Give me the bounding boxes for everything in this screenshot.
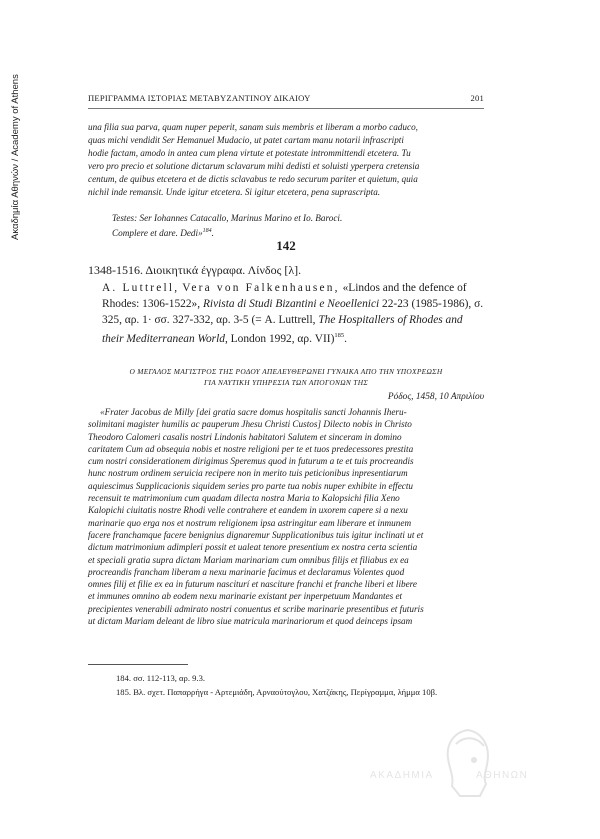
book-title: The Hospitallers of Rhodes and their Mediterranean World <box>102 314 463 345</box>
academy-watermark <box>370 726 530 806</box>
document-number: 142 <box>276 238 296 253</box>
title-line: Ο ΜΕΓΑΛΟΣ ΜΑΓΙΣΤΡΟΣ ΤΗΣ ΡΟΔΟΥ ΑΠΕΛΕΥΘΕΡΩΝΕΙ ΓΥΝΑΙΚΑ ΑΠΟ ΤΗΝ ΥΠΟΧΡΕΩΣΗ <box>129 367 443 376</box>
footnote-184: 184. σσ. 112-113, αρ. 9.3. <box>116 673 206 683</box>
complere-line: Complere et dare. Dedi»$^{184}$. <box>112 228 214 239</box>
text-line: omnes filij et filie ex ea in futurum nasciturí et nasciture franchi et franche liberi et libere <box>88 579 417 590</box>
latin-text-continuation <box>88 121 484 200</box>
text-line: «Frater Jacobus de Milly [dei gratia sacre domus hospitalis sancti Johannis Iheru- <box>100 407 407 417</box>
footnote-ref: 184 <box>202 228 212 234</box>
text-line: una filia sua parva, quam nuper peperit, sanam suis membris et liberam a morbo caduco, <box>88 122 418 132</box>
footnotes <box>88 671 512 699</box>
text-line: marinarie quo erga nos et nostrum religionem ipsa astringitur eam liberare et inmunem <box>88 517 412 528</box>
watermark-text-left: ΑΚΑΔΗΜΙΑ <box>370 770 434 781</box>
running-header <box>88 93 484 103</box>
text-line: hunc nostrum ordinem seruicia recipere non in merito tuis peticionibus inpresentiarum <box>88 468 408 479</box>
athena-head-icon <box>436 726 500 802</box>
header-rule <box>88 108 484 109</box>
document-title <box>88 366 484 388</box>
witnesses-line: Testes: Ser Iohannes Catacallo, Marinus Marino et Io. Baroci. <box>112 213 343 223</box>
journal-details: 22-23 (1985-1986), σ. 325, αρ. 1· σσ. 327-332, αρ. 3-5 (= A. Luttrell, <box>102 298 484 326</box>
text-line: et immunes omnino ab eodem nexu marinarie existant per inperpetuum Mandantes et <box>88 591 403 602</box>
text-line: Theodoro Calomeri casalis nostri Lindonis habitatori Salutem et sinceram in domino <box>88 431 402 442</box>
author-falkenhausen: Vera von Falkenhausen, <box>182 282 340 294</box>
footnote-rule <box>88 664 188 665</box>
footnote-ref: 185 <box>334 332 345 339</box>
running-title: ΠΕΡΙΓΡΑΜΜΑ ΙΣΤΟΡΙΑΣ ΜΕΤΑΒΥΖΑΝΤΙΝΟΥ ΔΙΚΑΙΟΥ <box>88 93 311 103</box>
text-line: cum nostri considerationem dirigimus Speremus quod in futurum a te et tuis procreandis <box>88 456 414 467</box>
date-place: Ρόδος, 1458, 10 Απριλίου <box>387 392 484 402</box>
book-details: , London 1992, αρ. VII) <box>224 332 335 345</box>
text-line: solimitani magister humilis ac pauperum Jhesu Christi Custos] Dilecto nobis in Christo <box>88 419 412 430</box>
title-line: ΓΙΑ ΝΑΥΤΙΚΗ ΥΠΗΡΕΣΙΑ ΤΩΝ ΑΠΟΓΟΝΩΝ ΤΗΣ <box>203 378 369 387</box>
archive-side-label: Ακαδημία Αθηνών / Academy of Athens <box>10 74 21 240</box>
text-line: quas michi vendidit Ser Hemanuel Mudacio, ut patet cartam manu notarii infrascripti <box>88 135 404 146</box>
journal-title: Rivista di Studi Bizantini e Neoellenici <box>202 298 380 310</box>
text-line: centum, de quibus etcetera et de dictis sclavabus te redo securum pariter et quietum, quia <box>88 174 418 185</box>
text-line: et speciali gratia supra dictam Mariam marinariam cum omnibus filijs et filiabus ex ea <box>88 554 409 565</box>
bibliography-entry: A. Luttrell, Vera von Falkenhausen, «Lindos and the defence of Rhodes: 1306-1522», Rivista di Studi Bizantini e Neoellenici 22-23 (1985-1986), σ. 325, αρ. 1· σσ. 327-332, αρ. 3-5 (= A. Luttrell, The Hospitallers of Rhodes and their Mediterranean World, London 1992, αρ. VII)$^{185}$. <box>102 282 484 345</box>
text-line: caritatem Cum ad obsequia nobis et nostre religioni per te et tuos predecessores prestita <box>88 443 414 454</box>
text-line: vero pro precio et solutione dictarum sclavarum mihi dedisti et soluisti yperpera cretensia <box>88 161 420 172</box>
watermark-text-right: ΑΘΗΝΩΝ <box>476 770 529 781</box>
text-line: dictum matrimonium adimpleri possit et ualeat tenore presentium ex nostra certa scientia <box>88 542 418 553</box>
text-line: aquiescimus Supplicacionis siquidem series pro parte tua nobis nuper exhibite in effectu <box>88 480 414 491</box>
author-luttrell: A. Luttrell, <box>102 282 180 294</box>
text-line: nichil inde remansit. Unde igitur etcetera. Si igitur etcetera, pena suprascripta. <box>88 187 381 198</box>
text-line: facere franchamque facere benignius dignaremur Supplicationibus tuis igitur inclinati ut et <box>88 529 424 540</box>
latin-charter-text <box>88 406 484 627</box>
page-number: 201 <box>470 93 484 103</box>
text-line: procreandis francham liberam a nexu marinarie facimus et declaramus Volentes quod <box>88 566 405 577</box>
witnesses-block <box>88 212 508 240</box>
text-line: ut dictam Mariam deleant de libro siue matricula marinariorum et quod deinceps ipsam <box>88 616 413 627</box>
text-line: precipientes venerabili admirato nostri conuentus et scribe marinarie presentibus et futuris <box>88 603 424 614</box>
footnote-185: 185. Βλ. σχετ. Παπαρρήγα - Αρτεμιάδη, Αρναούτογλου, Χατζάκης, Περίγραμμα, λήμμα 10β. <box>116 687 438 697</box>
regest-line: 1348-1516. Διοικητικά έγγραφα. Λίνδος [λ]. <box>88 263 302 277</box>
text-line: Kalopichi ciuitatis nostre Rhodi velle contrahere et eandem in uxorem capere si a nexu <box>88 505 408 516</box>
article-title: «Lindos and the defence of Rhodes: 1306-1522», <box>102 282 467 310</box>
text-line: recensuit te matrimonium cum quadam dilecta nostra Maria to Kalopsichi filia Xeno <box>88 493 400 504</box>
text-line: hodie factam, amodo in antea cum plena virtute et potestate intrommittendi etcetera. Tu <box>88 148 411 159</box>
